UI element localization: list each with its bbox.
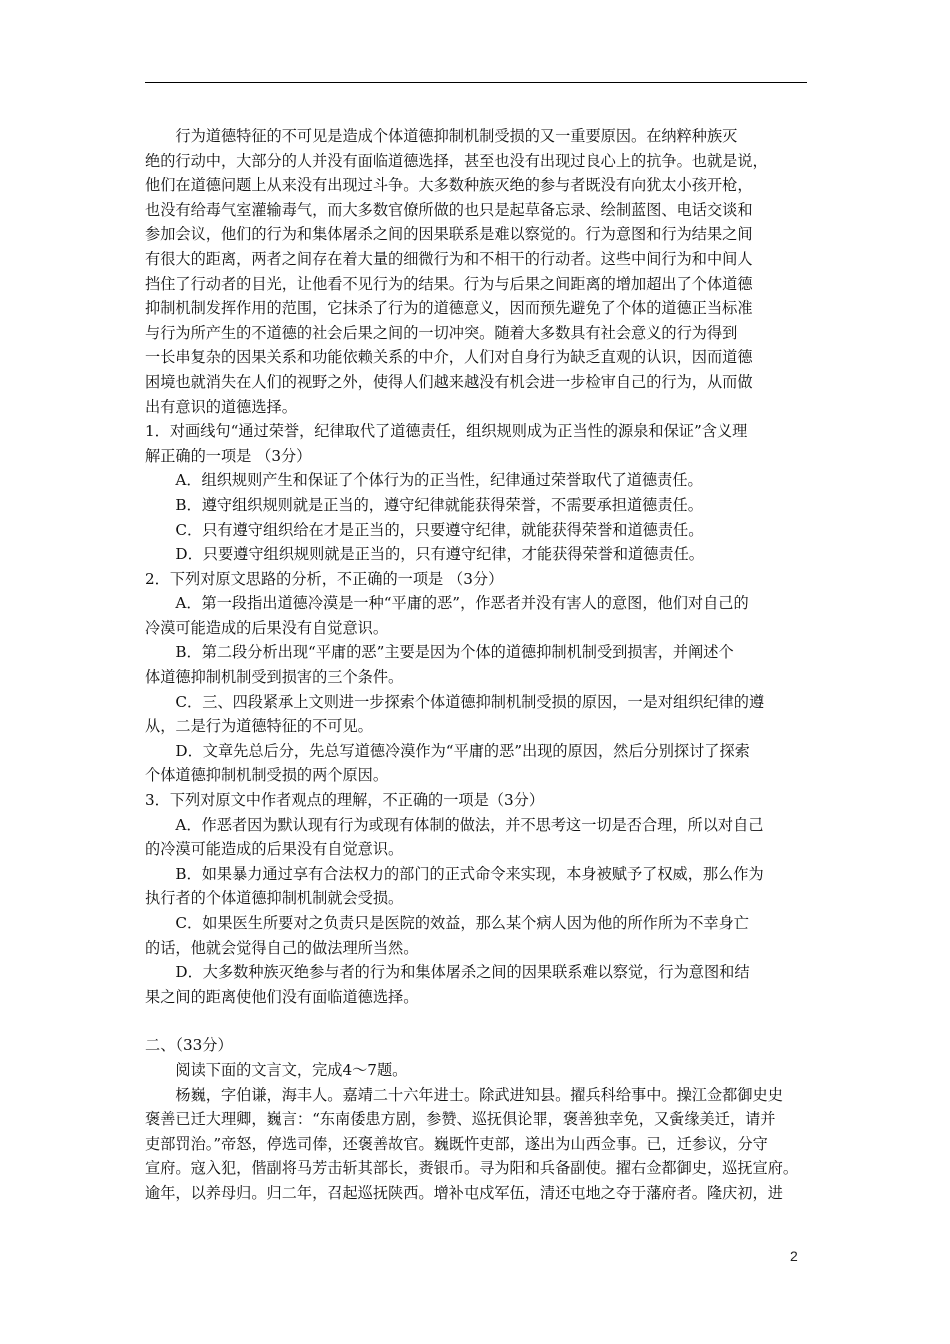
answer-option: 的冷漠可能造成的后果没有自觉意识。 <box>145 840 404 859</box>
answer-option: 的话，他就会觉得自己的做法理所当然。 <box>145 938 419 957</box>
question-stem: 解正确的一项是 （3分） <box>145 446 312 465</box>
question-stem: 1．对画线句“通过荣誉，纪律取代了道德责任，组织规则成为正当性的源泉和保证”含义理 <box>145 422 748 441</box>
answer-option: D．大多数种族灭绝参与者的行为和集体屠杀之间的因果联系难以察觉，行为意图和结 <box>175 963 750 982</box>
header-rule <box>145 82 807 83</box>
passage-line: 挡住了行动者的目光，让他看不见行为的结果。行为与后果之间距离的增加超出了个体道德 <box>145 274 753 293</box>
section-gap <box>145 1009 809 1033</box>
answer-option: 果之间的距离使他们没有面临道德选择。 <box>145 987 419 1006</box>
question-block <box>145 788 809 1009</box>
classical-text-line: 杨巍，字伯谦，海丰人。嘉靖二十六年进士。除武进知县。擢兵科给事中。操江佥都御史史 <box>175 1085 783 1104</box>
answer-option: D．只要遵守组织规则就是正当的，只有遵守纪律，才能获得荣誉和道德责任。 <box>175 545 704 564</box>
classical-text-line: 逾年，以养母归。归二年，召起巡抚陕西。增补屯戍军伍，清还屯地之夺于藩府者。隆庆初，进 <box>145 1183 783 1202</box>
passage-line: 一长串复杂的因果关系和功能依赖关系的中介，人们对自身行为缺乏直观的认识，因而道德 <box>145 348 753 367</box>
passage-line: 绝的行动中，大部分的人并没有面临道德选择，甚至也没有出现过良心上的抗争。也就是说， <box>145 151 768 170</box>
passage-line: 困境也就消失在人们的视野之外，使得人们越来越没有机会进一步检审自己的行为，从而做 <box>145 372 753 391</box>
answer-option: C．只有遵守组织给在才是正当的，只要遵守纪律，就能获得荣誉和道德责任。 <box>175 520 704 539</box>
passage-paragraph <box>145 124 809 419</box>
answer-option: C．三、四段紧承上文则进一步探索个体道德抑制机制受损的原因，一是对组织纪律的遵 <box>175 692 765 711</box>
classical-text-line: 褒善已迁大理卿，巍言：“东南倭患方剧，参赞、巡抚俱论罪，褒善独幸免，又夤缘美迁，请并 <box>145 1110 776 1129</box>
classical-text-line: 宣府。寇入犯，偕副将马芳击斩其部长，赉银币。寻为阳和兵备副使。擢右佥都御史，巡抚宣府。 <box>145 1159 799 1178</box>
page-content <box>145 124 809 1206</box>
passage-line: 出有意识的道德选择。 <box>145 397 297 416</box>
answer-option: B．第二段分析出现“平庸的恶”主要是因为个体的道德抑制机制受到损害，并阐述个 <box>175 643 734 662</box>
answer-option: A．第一段指出道德冷漠是一种“平庸的恶”，作恶者并没有害人的意图，他们对自己的 <box>175 594 749 613</box>
answer-option: A．组织规则产生和保证了个体行为的正当性，纪律通过荣誉取代了道德责任。 <box>175 471 703 490</box>
classical-text-line: 吏部罚治。”帝怒，停选司俸，还褒善故官。巍既忤吏部，遂出为山西佥事。已，迁参议，分守 <box>145 1134 768 1153</box>
question-stem: 2．下列对原文思路的分析，不正确的一项是 （3分） <box>145 569 504 588</box>
section-2 <box>145 1033 809 1205</box>
answer-option: 个体道德抑制机制受损的两个原因。 <box>145 766 388 785</box>
answer-option: B．遵守组织规则就是正当的，遵守纪律就能获得荣誉，不需要承担道德责任。 <box>175 495 703 514</box>
passage-line: 参加会议，他们的行为和集体屠杀之间的因果联系是难以察觉的。行为意图和行为结果之间 <box>145 225 753 244</box>
passage-line: 抑制机制发挥作用的范围，它抹杀了行为的道德意义，因而预先避免了个体的道德正当标准 <box>145 299 753 318</box>
answer-option: A．作恶者因为默认现有行为或现有体制的做法，并不思考这一切是否合理，所以对自己 <box>175 815 764 834</box>
section-2-instruction: 阅读下面的文言文，完成4～7题。 <box>175 1060 408 1079</box>
page-number: 2 <box>790 1248 798 1264</box>
answer-option: 执行者的个体道德抑制机制就会受损。 <box>145 889 404 908</box>
answer-option: 体道德抑制机制受到损害的三个条件。 <box>145 668 404 687</box>
passage-line: 与行为所产生的不道德的社会后果之间的一切冲突。随着大多数具有社会意义的行为得到 <box>145 323 738 342</box>
question-block <box>145 419 809 567</box>
answer-option: B．如果暴力通过享有合法权力的部门的正式命令来实现，本身被赋予了权威，那么作为 <box>175 864 764 883</box>
answer-option: D．文章先总后分，先总写道德冷漠作为“平庸的恶”出现的原因，然后分别探讨了探索 <box>175 741 750 760</box>
answer-option: 从，二是行为道德特征的不可见。 <box>145 717 373 736</box>
question-stem: 3．下列对原文中作者观点的理解，不正确的一项是（3分） <box>145 791 545 810</box>
passage-line: 行为道德特征的不可见是造成个体道德抑制机制受损的又一重要原因。在纳粹种族灭 <box>175 127 738 145</box>
passage-line: 有很大的距离，两者之间存在着大量的细微行为和不相干的行动者。这些中间行为和中间人 <box>145 249 753 268</box>
answer-option: C．如果医生所要对之负责只是医院的效益，那么某个病人因为他的所作所为不幸身亡 <box>175 914 749 932</box>
question-block <box>145 567 809 788</box>
passage-line: 也没有给毒气室灌输毒气，而大多数官僚所做的也只是起草备忘录、绘制蓝图、电话交谈和 <box>145 200 753 219</box>
question-list <box>145 419 809 1009</box>
classical-text <box>145 1083 809 1206</box>
section-2-heading: 二、（33分） <box>145 1036 233 1055</box>
answer-option: 冷漠可能造成的后果没有自觉意识。 <box>145 618 388 637</box>
passage-line: 他们在道德问题上从来没有出现过斗争。大多数种族灭绝的参与者既没有向犹太小孩开枪， <box>145 176 753 195</box>
